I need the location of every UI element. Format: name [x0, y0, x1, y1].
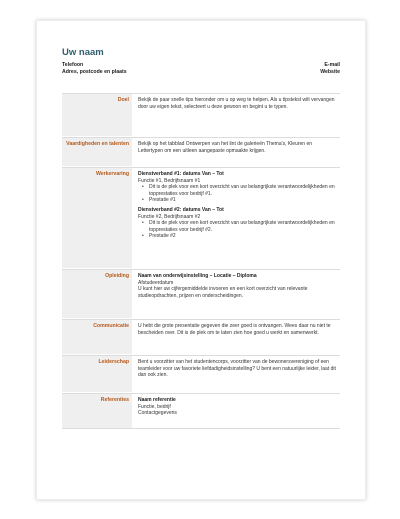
- resume-name[interactable]: Uw naam: [62, 47, 104, 58]
- section-label: Communicatie: [62, 320, 132, 354]
- section-vaardigheden: [62, 137, 340, 166]
- contact-left: [62, 62, 127, 76]
- section-content[interactable]: Bent u voorzitter van het studentencorps, voorzitter van de bewonersvereniging of een teamleider voor uw favoriete liefdadigheidsinstelling? U bent een natuurlijke leider, laat dit dan ook zien.: [138, 359, 336, 379]
- section-content[interactable]: [138, 273, 338, 299]
- job-title: Dienstverband #2: datums Van – Tot: [138, 206, 224, 213]
- reference-function: Functie, bedrijf: [138, 403, 171, 410]
- job-function: Functie #1, Bedrijfsnaam #1: [138, 177, 201, 184]
- section-werkervaring: [62, 167, 340, 268]
- section-leiderschap: [62, 355, 340, 392]
- resume-page: [36, 20, 366, 500]
- reference-name: Naam referentie: [138, 397, 176, 403]
- job-bullet: • Prestatie #2: [138, 233, 338, 240]
- section-referenties: [62, 393, 340, 429]
- email-field[interactable]: E-mail: [324, 62, 340, 68]
- section-communicatie: [62, 319, 340, 354]
- reference-contact: Contactgegevens: [138, 410, 177, 417]
- section-label: Doel: [62, 94, 132, 136]
- contact-right: [320, 62, 340, 76]
- education-title: Naam van onderwijsinstelling – Locatie – Diploma: [138, 273, 257, 279]
- address-field[interactable]: Adres, postcode en plaats: [62, 69, 127, 75]
- section-content[interactable]: [138, 397, 338, 417]
- section-label: Referenties: [62, 394, 132, 428]
- section-content[interactable]: Bekijk op het tabblad Ontwerpen van het lint de galerieën Thema's, Kleuren en Lettertypen om een uitleen aangepaste opmaakte krijgen.: [138, 141, 313, 154]
- section-content[interactable]: [138, 171, 338, 240]
- section-content[interactable]: Bekijk de paar snelle tips hieronder om u op weg te helpen. Als u tipstekst wilt vervangen door uw eigen tekst, selecteert u deze gewoon en begint u te typen.: [138, 97, 335, 110]
- section-doel: [62, 93, 340, 136]
- section-content[interactable]: U hebt die grote presentatie gegeven die zeer goed is ontvangen. Wees daar nu niet te bescheiden over. Dit is de plek om te laten zien hoe goed u werkt en samenwerkt.: [138, 323, 331, 336]
- job-bullet: • Dit is de plek voor een kort overzicht van uw belangrijkste verantwoordelijkheden en topprestaties voor bedrijf #2.: [138, 220, 338, 233]
- section-label: Leiderschap: [62, 356, 132, 392]
- education-text: U kunt hier uw cijfergemiddelde invoeren en een kort overzicht van relevante studieopdrachten, prijzen en onderscheidingen.: [138, 286, 308, 299]
- job-title: Dienstverband #1: datums Van – Tot: [138, 171, 224, 177]
- section-label: Vaardigheden en talenten: [62, 138, 132, 166]
- education-date: Afstudeerdatum: [138, 279, 174, 286]
- job-function: Functie #2, Bedrijfsnaam #2: [138, 213, 201, 220]
- section-label: Werkervaring: [62, 168, 132, 268]
- section-label: Opleiding: [62, 270, 132, 318]
- job-bullet: • Dit is de plek voor een kort overzicht van uw belangrijkste verantwoordelijkheden en topprestaties voor bedrijf #1.: [138, 184, 338, 197]
- phone-field[interactable]: Telefoon: [62, 62, 84, 68]
- website-field[interactable]: Website: [320, 69, 340, 75]
- job-bullet: • Prestatie #1: [138, 197, 338, 204]
- section-opleiding: [62, 269, 340, 318]
